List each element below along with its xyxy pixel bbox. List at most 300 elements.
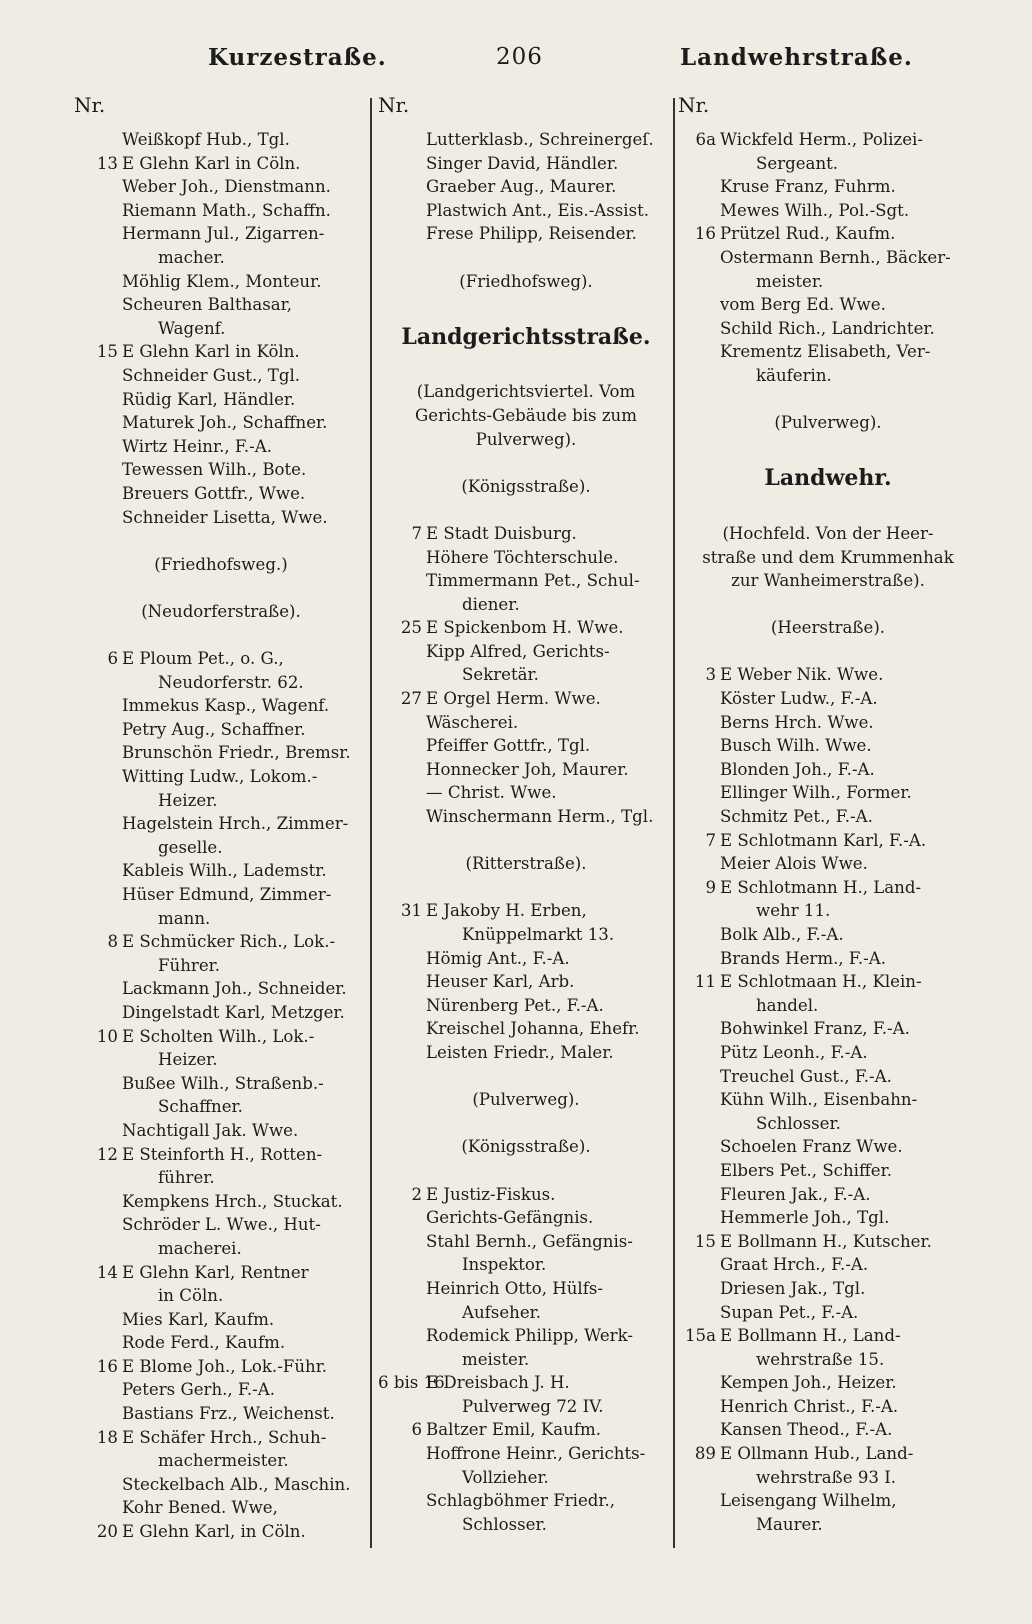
resident-text: meister.	[756, 271, 824, 291]
entry-line	[678, 970, 978, 994]
resident-text: Rodemick Philipp, Werk-	[426, 1326, 633, 1346]
entry-line	[74, 293, 368, 317]
house-number	[378, 947, 426, 971]
entry-continuation	[74, 671, 368, 695]
resident-text: Wirtz Heinr., F.-A.	[122, 436, 272, 456]
section-note-text: (Heerstraße).	[770, 618, 886, 638]
resident-text: Petry Aug., Schaffner.	[122, 719, 306, 739]
entry-line	[378, 1277, 674, 1301]
entry-line	[678, 1183, 978, 1207]
entry-line	[74, 930, 368, 954]
entry-line	[678, 340, 978, 364]
house-number	[678, 923, 720, 947]
section-note	[378, 475, 674, 499]
entry-continuation	[74, 1095, 368, 1119]
entry-line	[678, 1253, 978, 1277]
resident-text: Krementz Elisabeth, Ver-	[720, 342, 931, 362]
entry-line	[678, 876, 978, 900]
entry-line	[74, 718, 368, 742]
section-note	[74, 553, 368, 577]
entry-continuation	[378, 1395, 674, 1419]
section-note-text: (Landgerichtsviertel. Vom	[416, 382, 636, 402]
resident-text: führer.	[158, 1168, 215, 1188]
resident-text: Kansen Theod., F.-A.	[720, 1420, 893, 1440]
house-number	[378, 1395, 426, 1419]
entry-continuation	[678, 1513, 978, 1537]
section-note	[678, 546, 978, 570]
resident-text: wehrstraße 15.	[756, 1349, 885, 1369]
resident-text: Schoelen Franz Wwe.	[720, 1137, 903, 1157]
entry-line	[74, 1261, 368, 1285]
resident-text: E Orgel Herm. Wwe.	[426, 689, 601, 709]
house-number	[74, 671, 122, 695]
entry-line	[378, 128, 674, 152]
entry-line	[378, 222, 674, 246]
resident-text: Gerichts-Gefängnis.	[426, 1208, 594, 1228]
section-note	[378, 852, 674, 876]
house-number	[74, 1166, 122, 1190]
entry-line	[678, 1230, 978, 1254]
house-number	[678, 734, 720, 758]
entry-line	[378, 711, 674, 735]
house-number	[678, 1088, 720, 1112]
street-title	[378, 317, 674, 357]
entry-line	[678, 246, 978, 270]
house-number: 6	[411, 1420, 422, 1440]
resident-text: Honnecker Joh, Maurer.	[426, 759, 629, 779]
resident-text: Maurer.	[756, 1514, 823, 1534]
entry-line	[378, 616, 674, 640]
house-number	[74, 1308, 122, 1332]
resident-text: Driesen Jak., Tgl.	[720, 1278, 866, 1298]
resident-text: Mies Karl, Kaufm.	[122, 1309, 275, 1329]
house-number	[74, 1237, 122, 1261]
entry-line	[678, 1159, 978, 1183]
spacer	[378, 829, 674, 853]
house-number	[378, 1489, 426, 1513]
resident-text: Timmermann Pet., Schul-	[426, 571, 640, 591]
entry-line	[74, 364, 368, 388]
resident-text: Leisten Friedr., Maler.	[426, 1042, 614, 1062]
entry-line	[378, 994, 674, 1018]
resident-text: wehr 11.	[756, 901, 831, 921]
house-number	[378, 805, 426, 829]
house-number	[74, 1284, 122, 1308]
entry-continuation	[74, 1237, 368, 1261]
entry-line	[678, 293, 978, 317]
resident-text: Bastians Frz., Weichenst.	[122, 1404, 335, 1424]
entry-line	[74, 1025, 368, 1049]
house-number: 2	[411, 1184, 422, 1204]
house-number: 8	[107, 932, 118, 952]
house-number	[378, 1301, 426, 1325]
house-number	[678, 1489, 720, 1513]
entry-line	[74, 270, 368, 294]
resident-text: Tewessen Wilh., Bote.	[122, 460, 307, 480]
entry-line	[74, 741, 368, 765]
house-number	[74, 1402, 122, 1426]
entry-line	[678, 1395, 978, 1419]
house-number	[378, 1348, 426, 1372]
entry-continuation	[678, 1348, 978, 1372]
column-divider	[370, 98, 372, 1548]
house-number	[74, 482, 122, 506]
resident-text: Wickfeld Herm., Polizei-	[720, 130, 923, 149]
resident-text: Kipp Alfred, Gerichts-	[426, 641, 610, 661]
house-number	[678, 1017, 720, 1041]
section-note-text: (Friedhofsweg).	[459, 271, 593, 291]
house-number	[678, 270, 720, 294]
entry-continuation	[74, 954, 368, 978]
house-number	[678, 1183, 720, 1207]
spacer	[74, 576, 368, 600]
entry-line	[74, 458, 368, 482]
house-number	[678, 152, 720, 176]
entry-line	[678, 805, 978, 829]
resident-text: Schneider Gust., Tgl.	[122, 365, 301, 385]
resident-text: Bohwinkel Franz, F.-A.	[720, 1019, 910, 1039]
spacer	[678, 640, 978, 664]
spacer	[378, 246, 674, 270]
resident-text: Supan Pet., F.-A.	[720, 1302, 859, 1322]
entry-line	[74, 199, 368, 223]
resident-text: Bolk Alb., F.-A.	[720, 925, 844, 944]
house-number	[678, 317, 720, 341]
entry-line	[378, 546, 674, 570]
column-nr-label: Nr.	[74, 93, 106, 117]
resident-text: Sergeant.	[756, 153, 839, 173]
street-title-text: Landgerichtsstraße.	[401, 323, 651, 350]
house-number	[74, 364, 122, 388]
resident-text: Kühn Wilh., Eisenbahn-	[720, 1090, 918, 1110]
house-number	[74, 199, 122, 223]
house-number	[74, 1496, 122, 1520]
resident-text: Weißkopf Hub., Tgl.	[122, 130, 290, 149]
resident-text: E Schlotmann H., Land-	[720, 877, 922, 897]
house-number	[74, 954, 122, 978]
section-note-text: zur Wanheimerstraße).	[731, 571, 925, 591]
house-number	[678, 199, 720, 223]
house-number: 6a	[695, 130, 716, 149]
house-number: 7	[411, 523, 422, 543]
house-number	[74, 907, 122, 931]
resident-text: Lackmann Joh., Schneider.	[122, 979, 347, 999]
resident-text: meister.	[462, 1349, 530, 1369]
resident-text: Schaffner.	[158, 1097, 243, 1117]
house-number: 16	[96, 1356, 118, 1376]
entry-line	[378, 199, 674, 223]
house-number: 13	[96, 153, 118, 173]
resident-text: Neudorferstr. 62.	[158, 672, 304, 692]
house-number: 18	[96, 1427, 118, 1447]
house-number	[74, 883, 122, 907]
house-number	[378, 128, 426, 152]
column-3	[678, 92, 978, 1552]
resident-text: Witting Ludw., Lokom.-	[122, 767, 318, 787]
resident-text: Nachtigall Jak. Wwe.	[122, 1120, 299, 1140]
resident-text: E Glehn Karl, Rentner	[122, 1262, 309, 1282]
resident-text: E Jakoby H. Erben,	[426, 901, 587, 921]
resident-text: Schröder L. Wwe., Hut-	[122, 1215, 321, 1235]
entry-line	[378, 805, 674, 829]
entry-line	[378, 1183, 674, 1207]
entry-continuation	[74, 1284, 368, 1308]
section-note	[378, 1135, 674, 1159]
resident-text: Henrich Christ., F.-A.	[720, 1396, 899, 1416]
house-number	[678, 175, 720, 199]
entry-line	[74, 1119, 368, 1143]
resident-text: Schlagböhmer Friedr.,	[426, 1491, 616, 1511]
resident-text: E Bollmann H., Land-	[720, 1326, 901, 1346]
section-note	[678, 569, 978, 593]
house-number	[378, 923, 426, 947]
column-nr-label: Nr.	[378, 93, 410, 117]
section-note-text: Pulverweg).	[475, 429, 577, 449]
entry-line	[74, 222, 368, 246]
resident-text: Möhlig Klem., Monteur.	[122, 271, 322, 291]
entry-line	[378, 175, 674, 199]
section-note-text: (Pulverweg).	[472, 1090, 580, 1110]
resident-text: Kableis Wilh., Lademstr.	[122, 861, 327, 881]
resident-text: Schlosser.	[462, 1514, 547, 1534]
house-number	[678, 1041, 720, 1065]
entry-continuation	[378, 1253, 674, 1277]
house-number	[74, 1331, 122, 1355]
house-number	[74, 1001, 122, 1025]
resident-text: wehrstraße 93 I.	[756, 1467, 897, 1487]
resident-text: E Justiz-Fiskus.	[426, 1184, 556, 1204]
entry-continuation	[74, 246, 368, 270]
house-number: 10	[96, 1026, 118, 1046]
house-number	[378, 1253, 426, 1277]
house-number	[74, 293, 122, 317]
resident-text: Hömig Ant., F.-A.	[426, 948, 570, 968]
entry-line	[378, 899, 674, 923]
entry-line	[678, 317, 978, 341]
entry-line	[74, 152, 368, 176]
spacer	[378, 876, 674, 900]
entry-line	[74, 977, 368, 1001]
entry-line	[378, 1017, 674, 1041]
entry-line	[74, 1213, 368, 1237]
house-number	[378, 1513, 426, 1537]
entry-line	[678, 1088, 978, 1112]
section-note	[378, 1088, 674, 1112]
resident-text: E Glehn Karl in Köln.	[122, 342, 300, 362]
entry-line	[678, 923, 978, 947]
resident-text: E Ollmann Hub., Land-	[720, 1444, 914, 1464]
entry-line	[74, 1308, 368, 1332]
house-number: 27	[400, 689, 422, 709]
resident-text: handel.	[756, 995, 819, 1015]
entry-continuation	[378, 1301, 674, 1325]
resident-text: Hemmerle Joh., Tgl.	[720, 1208, 890, 1228]
house-number	[74, 1190, 122, 1214]
entry-line	[378, 1041, 674, 1065]
entry-line	[378, 1442, 674, 1466]
street-title	[678, 458, 978, 498]
resident-text: Inspektor.	[462, 1255, 547, 1275]
house-number	[378, 175, 426, 199]
house-number: 15	[96, 342, 118, 362]
entry-line	[378, 970, 674, 994]
resident-text: mann.	[158, 908, 211, 928]
entry-line	[678, 1418, 978, 1442]
resident-text: Fleuren Jak., F.-A.	[720, 1184, 871, 1204]
section-note	[378, 404, 674, 428]
entry-continuation	[74, 1048, 368, 1072]
resident-text: E Schlotmaan H., Klein-	[720, 972, 922, 992]
house-number: 6	[107, 649, 118, 669]
resident-text: Baltzer Emil, Kaufm.	[426, 1420, 601, 1440]
entry-line	[378, 569, 674, 593]
entry-line	[678, 758, 978, 782]
house-number	[678, 1395, 720, 1419]
entry-line	[74, 435, 368, 459]
spacer	[74, 529, 368, 553]
section-note-text: (Hochfeld. Von der Heer-	[722, 523, 934, 543]
house-number	[678, 1301, 720, 1325]
section-note-text: (Ritterstraße).	[465, 854, 587, 874]
entry-continuation	[378, 923, 674, 947]
entry-line	[74, 765, 368, 789]
house-number: 15a	[684, 1326, 716, 1346]
resident-text: Dingelstadt Karl, Metzger.	[122, 1002, 345, 1022]
resident-text: Wagenf.	[158, 318, 226, 338]
section-note-text: (Königsstraße).	[461, 1137, 591, 1157]
resident-text: Brunschön Friedr., Bremsr.	[122, 743, 351, 763]
entry-line	[678, 947, 978, 971]
entry-line	[74, 1331, 368, 1355]
resident-text: E Schlotmann Karl, F.-A.	[720, 830, 927, 850]
entry-line	[74, 883, 368, 907]
resident-text: Plastwich Ant., Eis.-Assist.	[426, 200, 650, 220]
street-title-text: Landwehr.	[764, 465, 892, 492]
house-number: 16	[694, 224, 716, 244]
column-1	[74, 92, 368, 1552]
resident-text: in Cöln.	[158, 1286, 224, 1306]
house-number	[378, 663, 426, 687]
resident-text: Kempen Joh., Heizer.	[720, 1373, 897, 1393]
house-number	[678, 1466, 720, 1490]
resident-text: macherei.	[158, 1238, 242, 1258]
house-number	[74, 222, 122, 246]
resident-text: Pfeiffer Gottfr., Tgl.	[426, 736, 591, 756]
resident-text: macher.	[158, 247, 225, 267]
house-number	[74, 718, 122, 742]
house-number	[678, 1348, 720, 1372]
resident-text: Steckelbach Alb., Maschin.	[122, 1474, 351, 1494]
house-number	[74, 1095, 122, 1119]
house-number	[678, 1371, 720, 1395]
entry-line	[74, 1378, 368, 1402]
resident-text: Elbers Pet., Schiffer.	[720, 1160, 892, 1180]
spacer	[678, 388, 978, 412]
entry-line	[74, 859, 368, 883]
house-number	[378, 970, 426, 994]
resident-text: Brands Herm., F.-A.	[720, 948, 886, 968]
column-2	[378, 92, 674, 1552]
resident-text: Heinrich Otto, Hülfs-	[426, 1278, 603, 1298]
house-number	[378, 781, 426, 805]
entry-line	[74, 1473, 368, 1497]
house-number	[378, 1230, 426, 1254]
resident-text: Rüdig Karl, Händler.	[122, 389, 296, 409]
house-number	[678, 246, 720, 270]
entry-continuation	[74, 1166, 368, 1190]
house-number	[74, 812, 122, 836]
house-number: 31	[400, 901, 422, 921]
resident-text: Führer.	[158, 955, 221, 975]
entry-line	[378, 1324, 674, 1348]
section-note	[378, 270, 674, 294]
entry-continuation	[678, 364, 978, 388]
section-note-text: (Königsstraße).	[461, 476, 591, 496]
entry-continuation	[678, 899, 978, 923]
spacer	[74, 623, 368, 647]
house-number	[678, 293, 720, 317]
resident-text: — Christ. Wwe.	[426, 783, 557, 803]
resident-text: Schmitz Pet., F.-A.	[720, 807, 873, 827]
house-number	[74, 859, 122, 883]
spacer	[378, 1065, 674, 1089]
entry-continuation	[378, 663, 674, 687]
entry-line	[678, 711, 978, 735]
entry-line	[678, 1277, 978, 1301]
spacer	[378, 1159, 674, 1183]
resident-text: Heizer.	[158, 1050, 218, 1070]
entry-line	[74, 506, 368, 530]
resident-text: Sekretär.	[462, 665, 539, 685]
resident-text: Meier Alois Wwe.	[720, 854, 868, 874]
house-number	[378, 1442, 426, 1466]
house-number	[678, 1253, 720, 1277]
section-note-text: Gerichts-Gebäude bis zum	[415, 405, 637, 425]
resident-text: Bußee Wilh., Straßenb.-	[122, 1073, 324, 1093]
entry-continuation	[74, 1449, 368, 1473]
entry-continuation	[74, 836, 368, 860]
entry-line	[678, 222, 978, 246]
house-number	[74, 506, 122, 530]
entry-continuation	[378, 1348, 674, 1372]
house-number	[378, 711, 426, 735]
entry-line	[678, 1017, 978, 1041]
house-number: 7	[705, 830, 716, 850]
entry-line	[378, 152, 674, 176]
house-number	[378, 546, 426, 570]
resident-text: Wäscherei.	[426, 712, 519, 732]
house-number	[74, 435, 122, 459]
house-number	[74, 246, 122, 270]
entry-continuation	[678, 1112, 978, 1136]
house-number	[74, 317, 122, 341]
resident-text: Pütz Leonh., F.-A.	[720, 1042, 868, 1062]
house-number	[678, 758, 720, 782]
resident-text: Ostermann Bernh., Bäcker-	[720, 247, 951, 267]
entry-line	[378, 1230, 674, 1254]
entry-line	[678, 175, 978, 199]
house-number	[74, 458, 122, 482]
section-note	[74, 600, 368, 624]
resident-text: Kreischel Johanna, Ehefr.	[426, 1019, 640, 1039]
running-header-right: Landwehrstraße.	[680, 44, 913, 71]
house-number	[678, 687, 720, 711]
entry-continuation	[378, 1513, 674, 1537]
resident-text: Hermann Jul., Zigarren-	[122, 224, 325, 244]
resident-text: E Blome Joh., Lok.-Führ.	[122, 1356, 328, 1376]
house-number	[678, 1418, 720, 1442]
resident-text: machermeister.	[158, 1451, 289, 1471]
